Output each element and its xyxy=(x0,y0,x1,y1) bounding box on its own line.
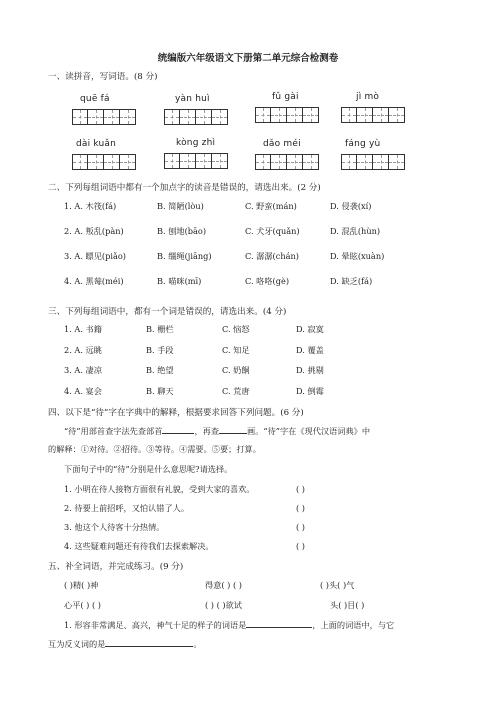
s4-p1-part1: “待”用部首查字法先查部首 xyxy=(64,426,163,436)
s2-q2-a: 2. A. 叛乱(pàn) xyxy=(64,226,124,236)
s5-answer-blank-2[interactable] xyxy=(105,646,193,647)
s4-paragraph-line1 xyxy=(64,426,370,437)
s4-p1-part2: ，再查 xyxy=(194,426,220,436)
s5-r2-c1[interactable]: 心平( ) ( ) xyxy=(64,600,101,610)
s2-q3-d: D. 晕眩(xuàn) xyxy=(330,251,385,261)
s4-instruction: 下面句子中的“待”分别是什么意思呢?请选择。 xyxy=(64,464,233,474)
section-2-heading: 二、下列每组词语中都有一个加点字的读音是错误的，请选出来。(2 分) xyxy=(48,183,321,193)
s3-q2-c: C. 知足 xyxy=(222,345,250,355)
pinyin-8: fáng yù xyxy=(345,139,381,149)
s3-q3-a: 3. A. 凄凉 xyxy=(64,365,102,375)
s5-q1-part1: 1. 形容非常满足、高兴，神气十足的样子的词语是 xyxy=(64,620,247,630)
s2-q4-d: D. 缺乏(fá) xyxy=(330,276,373,286)
s3-q4-d: D. 倒霉 xyxy=(296,386,324,396)
s5-r2-c3[interactable]: 头( )目( ) xyxy=(330,600,365,610)
s5-answer-blank-1[interactable] xyxy=(246,627,312,628)
s3-q4-a: 4. A. 宴会 xyxy=(64,386,102,396)
pinyin-7: dǎo méi xyxy=(263,139,301,149)
s3-q2-a: 2. A. 远眺 xyxy=(64,345,102,355)
s4-answer-4[interactable]: ( ) xyxy=(296,541,305,551)
s4-item-3: 3. 他这个人待客十分热情。 xyxy=(64,522,165,532)
pinyin-1: quē fá xyxy=(80,94,110,104)
s4-item-4: 4. 这些疑难问题还有待我们去探索解决。 xyxy=(64,541,214,551)
writing-boxes-8[interactable] xyxy=(341,154,405,170)
s3-q3-b: B. 绝望 xyxy=(146,365,174,375)
s5-q1-part2: ，上面的词语中，与它 xyxy=(312,620,395,630)
s2-q2-c: C. 犬牙(quǎn) xyxy=(245,226,300,236)
s4-item-2: 2. 待要上前招呼，又怕认错了人。 xyxy=(64,503,190,513)
writing-boxes-4[interactable] xyxy=(341,107,405,123)
s2-q4-c: C. 咯咯(gè) xyxy=(245,276,290,286)
s3-q4-c: C. 荒唐 xyxy=(222,386,250,396)
pinyin-6: kòng zhì xyxy=(176,138,216,148)
section-3-heading: 三、下列每组词语中，都有一个词是错误的，请选出来。(4 分) xyxy=(48,307,287,317)
s5-q2-part2: 。 xyxy=(193,639,202,649)
s2-q4-a: 4. A. 黑莓(méi) xyxy=(64,276,124,286)
s5-q2-part1: 互为反义词的是 xyxy=(48,639,106,649)
s3-q3-c: C. 奶餇 xyxy=(222,365,250,375)
s2-q1-b: B. 简陋(lòu) xyxy=(157,201,204,211)
pinyin-4: jì mò xyxy=(356,92,380,102)
s5-r1-c2[interactable]: 得意( ) ( ) xyxy=(205,580,242,590)
s2-q1-d: D. 侵袭(xí) xyxy=(330,201,372,211)
s4-paragraph-line2: 的解释：①对待。②招待。③等待。④需要。⑤要；打算。 xyxy=(48,444,261,454)
s3-q3-d: D. 挑剔 xyxy=(296,365,324,375)
s4-answer-3[interactable]: ( ) xyxy=(296,522,305,532)
s5-r2-c2[interactable]: ( ) ( )欲试 xyxy=(205,600,242,610)
s2-q3-a: 3. A. 瞟见(piǎo) xyxy=(64,251,126,261)
s3-q1-d: D. 寂寞 xyxy=(296,324,324,334)
pinyin-5: dài kuǎn xyxy=(76,139,117,149)
s3-q1-b: B. 栅栏 xyxy=(146,324,174,334)
s3-q1-a: 1. A. 书籍 xyxy=(64,324,102,334)
s5-question-line1 xyxy=(64,620,394,631)
page-title: 统编版六年级语文下册第二单元综合检测卷 xyxy=(157,53,339,64)
s4-answer-2[interactable]: ( ) xyxy=(296,503,305,513)
s2-q4-b: B. 喵咪(mī) xyxy=(157,276,202,286)
writing-boxes-2[interactable] xyxy=(164,109,228,125)
s4-p1-part3: 画。“待”字在《现代汉语词典》中 xyxy=(247,426,371,436)
s2-q2-d: D. 混乱(hùn) xyxy=(330,226,381,236)
pinyin-2: yàn huì xyxy=(175,94,210,104)
s3-q1-c: C. 恼怒 xyxy=(222,324,250,334)
stroke-count-blank[interactable] xyxy=(219,433,247,434)
section-5-heading: 五、补全词语，并完成练习。(9 分) xyxy=(48,562,184,572)
writing-boxes-1[interactable] xyxy=(72,109,136,125)
s2-q3-c: C. 潺潺(chán) xyxy=(245,251,299,261)
s3-q2-d: D. 覆盖 xyxy=(296,345,324,355)
writing-boxes-7[interactable] xyxy=(255,154,319,170)
section-4-heading: 四、以下是“待”字在字典中的解释，根据要求回答下列问题。(6 分) xyxy=(48,408,304,418)
s2-q3-b: B. 缰绳(jiāng) xyxy=(157,251,212,261)
pinyin-3: fǔ gài xyxy=(272,92,299,102)
s5-r1-c3[interactable]: ( )头( )气 xyxy=(320,580,355,590)
writing-boxes-5[interactable] xyxy=(72,154,136,170)
s5-question-line2 xyxy=(48,639,202,650)
s3-q4-b: B. 聊天 xyxy=(146,386,174,396)
s2-q1-a: 1. A. 木筏(fá) xyxy=(64,201,117,211)
s5-r1-c1[interactable]: ( )精( )神 xyxy=(64,580,99,590)
writing-boxes-3[interactable] xyxy=(255,107,319,123)
s4-item-1: 1. 小明在待人接物方面很有礼貌，受到大家的喜欢。 xyxy=(64,484,255,494)
s2-q1-c: C. 野蛮(mán) xyxy=(245,201,297,211)
writing-boxes-6[interactable] xyxy=(164,153,228,169)
s4-answer-1[interactable]: ( ) xyxy=(296,484,305,494)
section-1-heading: 一、读拼音，写词语。(8 分) xyxy=(48,72,158,82)
s2-q2-b: B. 刨地(bāo) xyxy=(157,226,207,236)
radical-blank[interactable] xyxy=(162,433,194,434)
s3-q2-b: B. 手段 xyxy=(146,345,174,355)
